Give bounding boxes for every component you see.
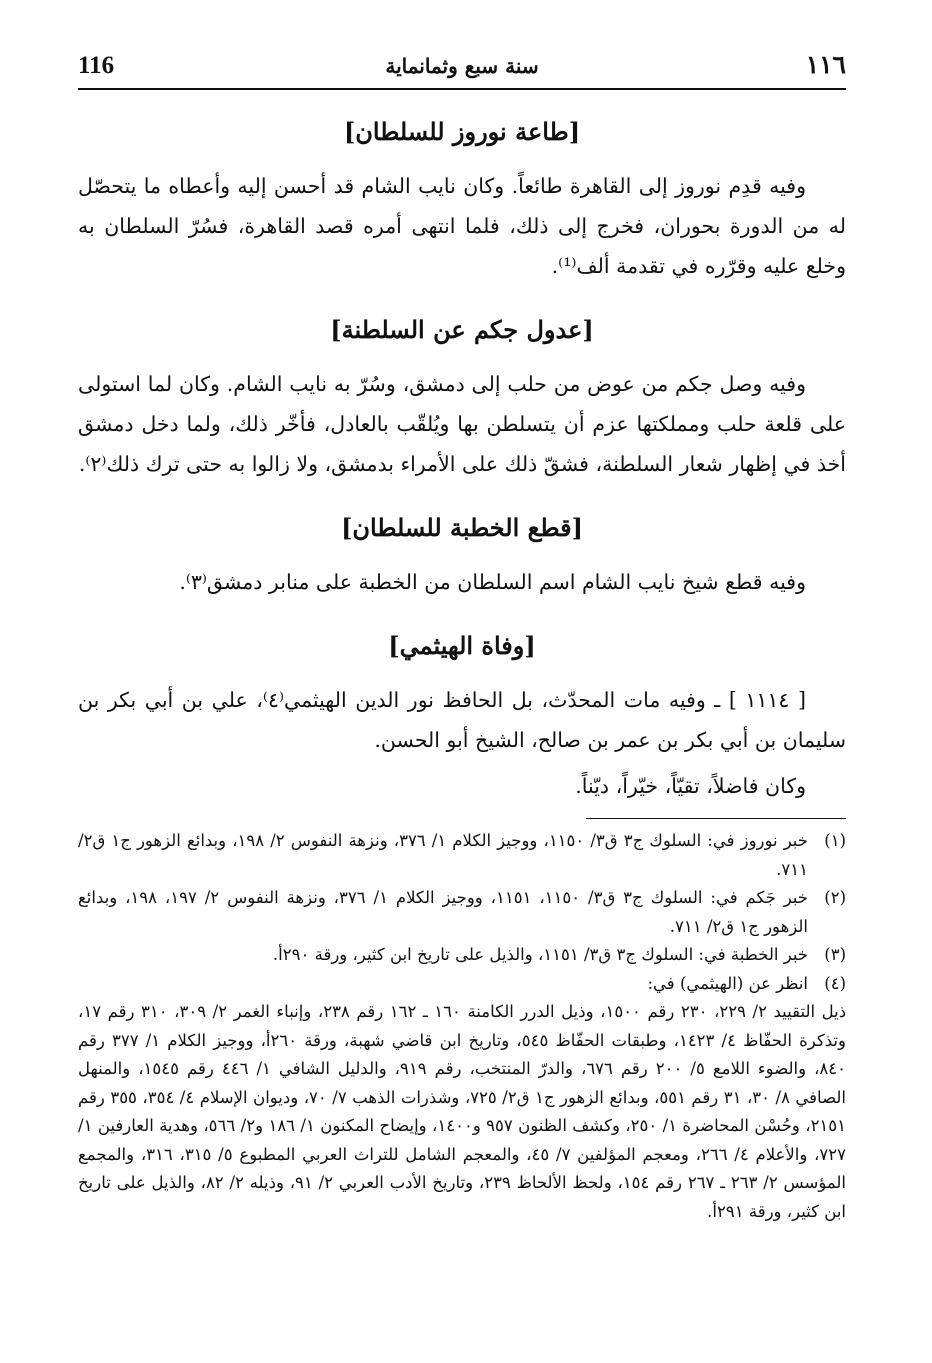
footnote-4-sources: ذيل التقييد ٢/ ٢٢٩، ٢٣٠ رقم ١٥٠٠، وذيل الدرر الكامنة ١٦٠ ـ ١٦٢ رقم ٢٣٨، وإنباء الغمر ٢/ ٣٠٩، ٣١٠ رقم ١٧، وتذكرة الحفّاظ ٤/ ١٤٢٣، وطبقات الحفّاظ ٥٤٥، وتاريخ ابن قاضي شهبة، ورقة ٢٦٠أ، ووجيز الكلام ١/ ٣٧٧ رقم ٨٤٠، والضوء اللامع ٥/ ٢٠٠ رقم ٦٧٦، والدرّ المنتخب، رقم ٩١٩، والدليل الشافي ١/ ٤٤٦ رقم ١٥٤٥، والمنهل الصافي ٨/ ٣٠، ٣١ رقم ٥٥١، وبدائع الزهور ج١ ق٢/ ٧٢٥، وشذرات الذهب ٧/ ٧٠، وديوان الإسلام ٤/ ٣٥٤، ٣٥٥ رقم ٢١٥١، وحُسْن المحاضرة ١/ ٢٥٠، وكشف الظنون ٩٥٧ و١٤٠٠، وإيضاح المكنون ١/ ١٨٦ و٢/ ٥٦٦، وهدية العارفين ١/ ٧٢٧، والأعلام ٤/ ٢٦٦، ومعجم المؤلفين ٧/ ٤٥، والمعجم الشامل للتراث العربي المطبوع ٥/ ٣١٥، ٣١٦، والمجمع المؤسس ٢/ ٢٦٣ ـ ٢٦٧ رقم ١٥٤، ولحظ الألحاظ ٢٣٩، وتاريخ الأدب العربي ٢/ ٩١، وذيله ٢/ ٨٢، والذيل على تاريخ ابن كثير، ورقة ٢٩١أ. (78, 1002, 847, 1221)
page-number-latin: 116 (78, 52, 115, 79)
footnote-number: (١) (824, 831, 846, 850)
section-title-jakam: [عدول جكم عن السلطنة] (330, 315, 594, 344)
running-title: سنة سبع وثمانماية (385, 54, 539, 78)
footnote-number: (٣) (824, 945, 846, 964)
paragraph-haythami-virtues: وكان فاضلاً، تقيّاً، خيّراً، ديّناً. (575, 774, 806, 798)
paragraph-nawruz: وفيه قدِم نوروز إلى القاهرة طائعاً. وكان نايب الشام قد أحسن إليه وأعطاه ما يتحصّل له من الدورة بحوران، فخرج إلى ذلك، فلما انتهى أمره قصد القاهرة، فسُرّ السلطان به وخلع عليه وقرّره في تقدمة ألف⁽¹⁾. (78, 174, 846, 278)
section-title-khutba: [قطع الخطبة للسلطان] (341, 513, 583, 542)
footnotes (78, 818, 846, 1226)
main-text (78, 100, 846, 806)
footnote-text: انظر عن (الهيثمي) في: (647, 973, 808, 993)
footnote-text: خبر الخطبة في: السلوك ج٣ ق٣/ ١١٥١، والذيل على تاريخ ابن كثير، ورقة ٢٩٠أ. (272, 945, 808, 964)
footnote-divider (586, 818, 846, 819)
footnote-2 (78, 884, 846, 941)
page-header (78, 48, 846, 90)
section-title-nawruz: [طاعة نوروز للسلطان] (343, 117, 581, 146)
paragraph-khutba: وفيه قطع شيخ نايب الشام اسم السلطان من الخطبة على منابر دمشق⁽٣⁾. (179, 570, 806, 594)
footnote-4 (78, 970, 846, 999)
page-number-arabic: ١١٦ (805, 50, 846, 79)
section-title-haythami: [وفاة الهيثمي] (388, 631, 536, 660)
paragraph-jakam: وفيه وصل جكم من عوض من حلب إلى دمشق، وسُرّ به نايب الشام. وكان لما استولى على قلعة حلب ومملكتها عزم أن يتسلطن بها ويُلقّب بالعادل، فأخّر ذلك، ولما دخل دمشق أخذ في إظهار شعار السلطنة، فشقّ ذلك على الأمراء بدمشق، ولا زالوا به حتى ترك ذلك⁽٢⁾. (78, 372, 846, 476)
footnote-number: (٢) (824, 888, 846, 907)
footnote-number: (٤) (824, 973, 846, 993)
footnote-3 (78, 941, 846, 970)
paragraph-haythami: [ ١١١٤ ] ـ وفيه مات المحدّث، بل الحافظ نور الدين الهيثمي⁽٤⁾، علي بن أبي بكر بن سليمان بن أبي بكر بن عمر بن صالح، الشيخ أبو الحسن. (78, 688, 846, 752)
footnote-1 (78, 827, 846, 884)
footnote-text: خبر نوروز في: السلوك ج٣ ق٣/ ١١٥٠، ووجيز الكلام ١/ ٣٧٦، ونزهة النفوس ٢/ ١٩٨، وبدائع الزهور ج١ ق٢/ ٧١١. (78, 831, 808, 879)
footnote-text: خبر جَكم في: السلوك ج٣ ق٣/ ١١٥٠، ١١٥١، ووجيز الكلام ١/ ٣٧٦، ونزهة النفوس ٢/ ١٩٧، ١٩٨، وبدائع الزهور ج١ ق٢/ ٧١١. (78, 888, 808, 936)
